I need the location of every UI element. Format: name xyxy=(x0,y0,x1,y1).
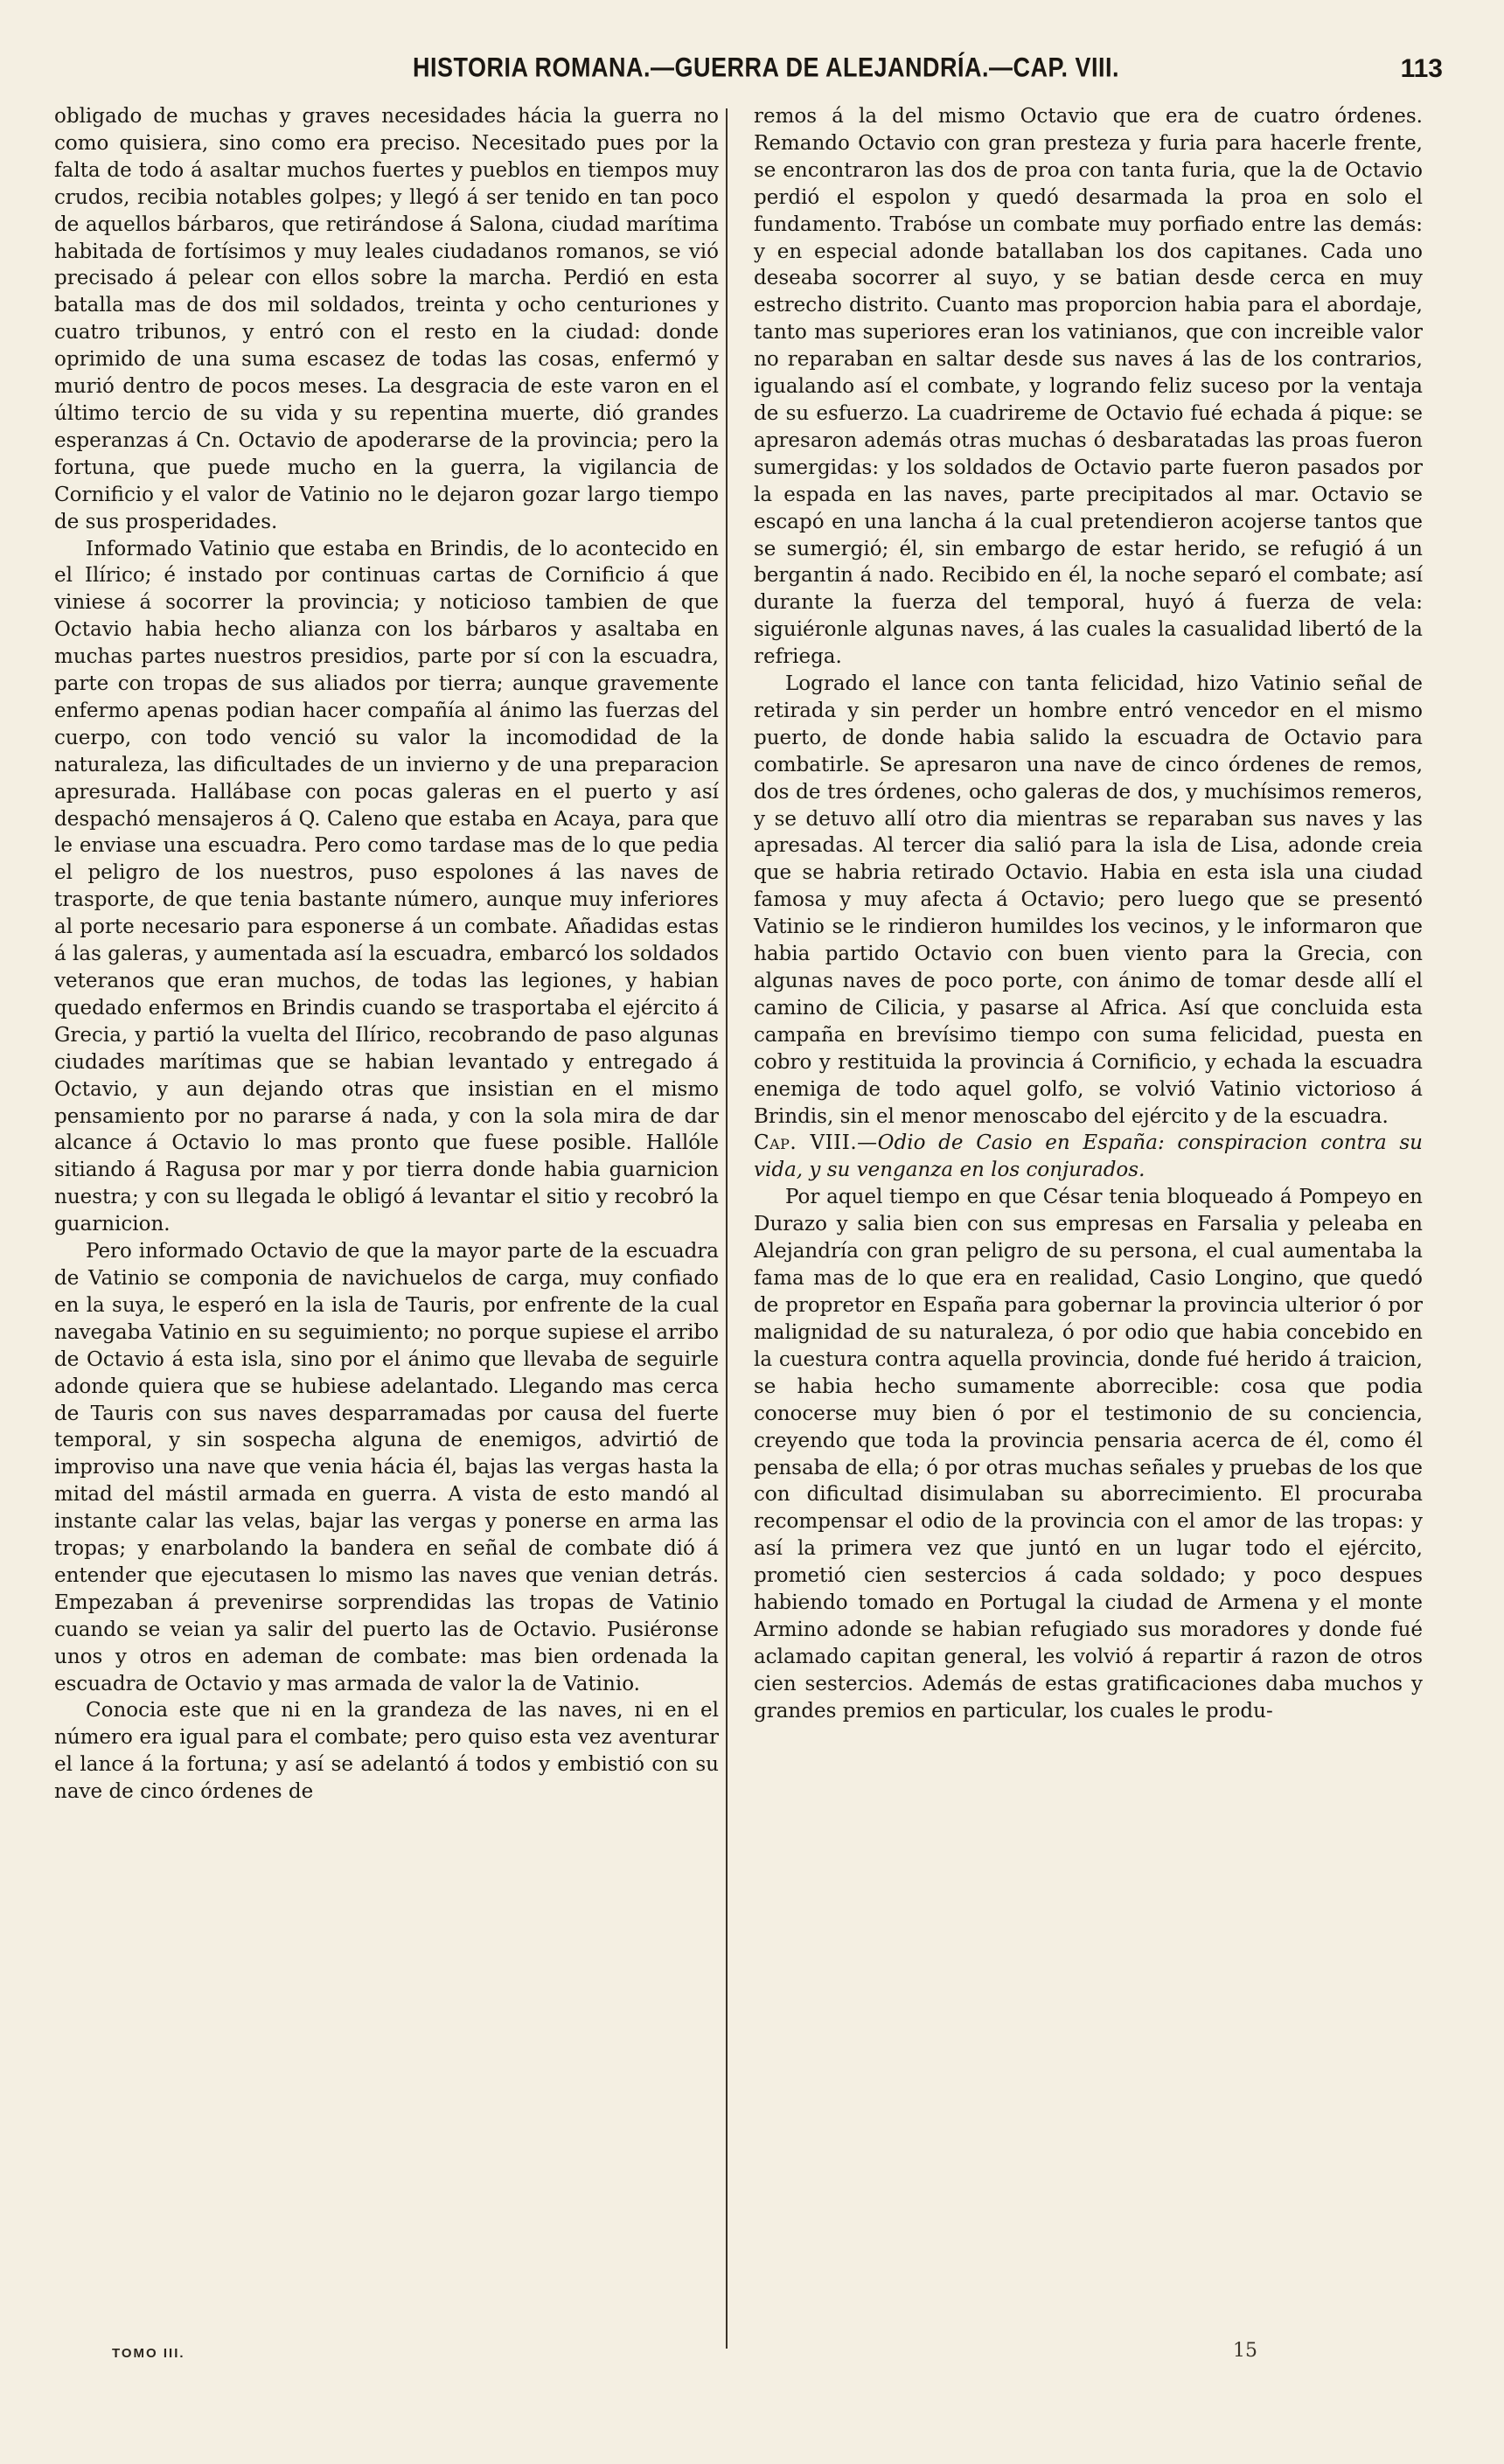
printer-signature: 15 xyxy=(1233,2340,1257,2362)
right-column xyxy=(754,103,1423,1725)
paragraph: obligado de muchas y graves necesidades hácia la guerra no como quisiera, sino como era preciso. Necesitado pues por la falta de todo á asaltar muchos fuertes y pueblos en tiempos muy crudos, recibia notables golpes; y llegó á ser tenido en tan poco de aquellos bárbaros, que retirándose á Salona, ciudad marítima habitada de fortísimos y muy leales ciudadanos romanos, se vió precisado á pelear con ellos sobre la marcha. Perdió en esta batalla mas de dos mil soldados, treinta y ocho centuriones y cuatro tribunos, y entró con el resto en la ciudad: donde oprimido de una suma escasez de todas las cosas, enfermó y murió dentro de pocos meses. La desgracia de este varon en el último tercio de su vida y su repentina muerte, dió grandes esperanzas á Cn. Octavio de apoderarse de la provincia; pero la fortuna, que puede mucho en la guerra, la vigilancia de Cornificio y el valor de Vatinio no le dejaron gozar largo tiempo de sus prosperidades. xyxy=(54,105,719,533)
paragraph: Logrado el lance con tanta felicidad, hizo Vatinio señal de retirada y sin perder un hombre entró vencedor en el mismo puerto, de donde habia salido la escuadra de Octavio para combatirle. Se apresaron una nave de cinco órdenes de remos, dos de tres órdenes, ocho galeras de dos, y muchísimos remeros, y se detuvo allí otro dia mientras se reparaban sus naves y las apresadas. Al tercer dia salió para la isla de Lisa, adonde creia que se habria retirado Octavio. Habia en esta isla una ciudad famosa y muy afecta á Octavio; pero luego que se presentó Vatinio se le rindieron humildes los vecinos, y le informaron que habia partido Octavio con buen viento para la Grecia, con algunas naves de poco porte, con ánimo de tomar desde allí el camino de Cilicia, y pasarse al Africa. Así que concluida esta campaña en brevísimo tiempo con suma felicidad, puesta en cobro y restituida la provincia á Cornificio, y echada la escuadra enemiga de todo aquel golfo, se volvió Vatinio victorioso á Brindis, sin el menor menoscabo del ejército y de la escuadra. xyxy=(754,672,1423,1128)
volume-signature: TOMO III. xyxy=(112,2346,185,2361)
paragraph: Informado Vatinio que estaba en Brindis, de lo acontecido en el Ilírico; é instado por continuas cartas de Cornificio á que viniese á socorrer la provincia; y noticioso tambien de que Octavio habia hecho alianza con los bárbaros y asaltaba en muchas partes nuestros presidios, parte por sí con la escuadra, parte con tropas de sus aliados por tierra; aunque gravemente enfermo apenas podian hacer compañía al ánimo las fuerzas del cuerpo, con todo venció su valor la incomodidad de la naturaleza, las dificultades de un invierno y de una preparacion apresurada. Hallábase con pocas galeras en el puerto y así despachó mensajeros á Q. Caleno que estaba en Acaya, para que le enviase una escuadra. Pero como tardase mas de lo que pedia el peligro de los nuestros, puso espolones á las naves de trasporte, de que tenia bastante número, aunque muy inferiores al porte necesario para esponerse á un combate. Añadidas estas á las galeras, y aumentada así la escuadra, embarcó los soldados veteranos que eran muchos, de todas las legiones, y habian quedado enfermos en Brindis cuando se trasportaba el ejército á Grecia, y partió la vuelta del Ilírico, recobrando de paso algunas ciudades marítimas que se habian levantado y entregado á Octavio, y aun dejando otras que insistian en el mismo pensamiento por no pararse á nada, y con la sola mira de dar alcance á Octavio lo mas pronto que fuese posible. Hallóle sitiando á Ragusa por mar y por tierra donde habia guarnicion nuestra; y con su llegada le obligó á levantar el sitio y recobró la guarnicion. xyxy=(54,537,719,1236)
column-divider xyxy=(726,108,728,2349)
page-number: 113 xyxy=(1400,54,1443,83)
paragraph: remos á la del mismo Octavio que era de cuatro órdenes. Remando Octavio con gran presteza y furia para hacerle frente, se encontraron las dos de proa con tanta furia, que la de Octavio perdió el espolon y quedó desarmada la proa en solo el fundamento. Trabóse un combate muy porfiado entre las demás: y en especial adonde batallaban los dos capitanes. Cada uno deseaba socorrer al suyo, y se batian desde cerca en muy estrecho distrito. Cuanto mas proporcion habia para el abordaje, tanto mas superiores eran los vatinianos, que con increible valor no reparaban en saltar desde sus naves á las de los contrarios, igualando así el combate, y logrando feliz suceso por la ventaja de su esfuerzo. La cuadrireme de Octavio fué echada á pique: se apresaron además otras muchas ó desbaratadas las proas fueron sumergidas: y los soldados de Octavio parte fueron pasados por la espada en las naves, parte precipitados al mar. Octavio se escapó en una lancha á la cual pretendieron acojerse tantos que se sumergió; él, sin embargo de estar herido, se refugió á un bergantin á nado. Recibido en él, la noche separó el combate; así durante la fuerza del temporal, huyó á fuerza de vela: siguiéronle algunas naves, á las cuales la casualidad libertó de la refriega. xyxy=(754,105,1423,669)
paragraph: Conocia este que ni en la grandeza de las naves, ni en el número era igual para el combate; pero quiso esta vez aventurar el lance á la fortuna; y así se adelantó á todos y embistió con su nave de cinco órdenes de xyxy=(54,1699,719,1804)
left-column xyxy=(54,103,719,1806)
chapter-label: Cap. VIII.— xyxy=(754,1131,878,1155)
paragraph: Por aquel tiempo en que César tenia bloqueado á Pompeyo en Durazo y salia bien con sus empresas en Farsalia y peleaba en Alejandría con gran peligro de su persona, el cual aumentaba la fama mas de lo que era en realidad, Casio Longino, que quedó de propretor en España para gobernar la provincia ulterior ó por malignidad de su naturaleza, ó por odio que habia concebido en la cuestura contra aquella provincia, donde fué herido á traicion, se habia hecho sumamente aborrecible: cosa que podia conocerse muy bien ó por el testimonio de su conciencia, creyendo que toda la provincia pensaria acerca de él, como él pensaba de ella; ó por otras muchas señales y pruebas de los que con dificultad disimulaban su aborrecimiento. El procuraba recompensar el odio de la provincia con el amor de las tropas: y así la primera vez que juntó en un lugar todo el ejército, prometió cien sestercios á cada soldado; y poco despues habiendo tomado en Portugal la ciudad de Armena y el monte Armino adonde se habian refugiado sus moradores y donde fué aclamado capitan general, les volvió á repartir á razon de otros cien sestercios. Además de estas gratificaciones daba muchos y grandes premios en particular, los cuales le produ- xyxy=(754,1186,1423,1723)
chapter-title: Odio de Casio en España: conspiracion contra su vida, y su venganza en los conjurados. xyxy=(754,1131,1423,1182)
running-title: HISTORIA ROMANA.—GUERRA DE ALEJANDRÍA.—CAP. VIII. xyxy=(412,52,1120,83)
paragraph: Pero informado Octavio de que la mayor parte de la escuadra de Vatinio se componia de navichuelos de carga, muy confiado en la suya, le esperó en la isla de Tauris, por enfrente de la cual navegaba Vatinio en su seguimiento; no porque supiese el arribo de Octavio á esta isla, sino por el ánimo que llevaba de seguirle adonde quiera que se hubiese adelantado. Llegando mas cerca de Tauris con sus naves desparramadas por causa del fuerte temporal, y sin sospecha alguna de enemigos, advirtió de improviso una nave que venia hácia él, bajas las vergas hasta la mitad del mástil armada en guerra. A vista de esto mandó al instante calar las velas, bajar las vergas y ponerse en arma las tropas; y enarbolando la bandera en señal de combate dió á entender que ejecutasen lo mismo las naves que venian detrás. Empezaban á prevenirse sorprendidas las tropas de Vatinio cuando se veian ya salir del puerto las de Octavio. Pusiéronse unos y otros en ademan de combate: mas bien ordenada la escuadra de Octavio y mas armada de valor la de Vatinio. xyxy=(54,1240,719,1695)
chapter-heading xyxy=(754,1130,1423,1184)
